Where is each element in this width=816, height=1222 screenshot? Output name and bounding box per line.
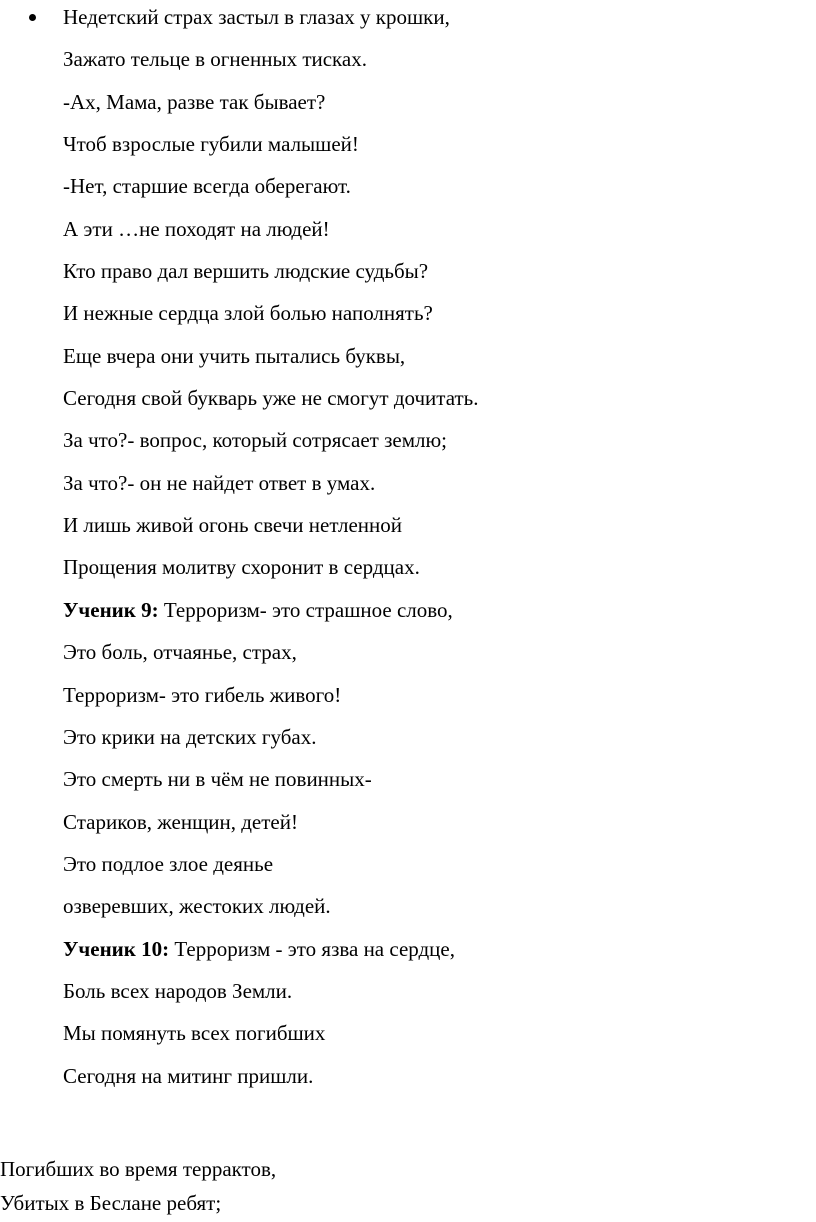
poem-line: -Нет, старшие всегда оберегают. [63,174,351,199]
speaker-10-first-line: Терроризм - это язва на сердце, [169,936,455,961]
poem-line: Кто право дал вершить людские судьбы? [63,259,429,284]
speaker-10-label: Ученик 10: [63,936,170,961]
poem-block [63,2,479,1103]
poem-line: Боль всех народов Земли. [63,978,293,1003]
poem-line: Это крики на детских губах. [63,724,317,749]
poem-line: Сегодня на митинг пришли. [63,1063,314,1088]
poem-line-text: Недетский страх застыл в глазах у крошки, [63,5,450,29]
speaker-9-line [63,595,479,637]
poem-line: Это подлое злое деянье [63,851,274,876]
speaker-9-label: Ученик 9: [63,597,159,622]
poem-line: За что?- он не найдет ответ в умах. [63,470,376,495]
poem-line: Еще вчера они учить пытались буквы, [63,343,406,368]
poem-line: И нежные сердца злой болью наполнять? [63,301,433,326]
poem-line: Терроризм- это гибель живого! [63,682,342,707]
bullet-icon [29,14,36,21]
poem-line: Мы помянуть всех погибших [63,1021,326,1046]
speaker-10-line [63,934,479,976]
poem-line: И лишь живой огонь свечи нетленной [63,513,402,538]
poem-line: Чтоб взрослые губили малышей! [63,132,359,157]
poem-line: Это боль, отчаянье, страх, [63,640,297,665]
tail-line: Убитых в Беслане ребят; [0,1191,222,1215]
poem-line: Зажато тельце в огненных тисках. [63,47,368,72]
poem-line: озверевших, жестоких людей. [63,894,331,919]
poem-line: Стариков, женщин, детей! [63,809,298,834]
poem-line: А эти …не походят на людей! [63,216,330,241]
poem-line [63,2,479,44]
poem-line: Это смерть ни в чём не повинных- [63,767,372,792]
poem-line: За что?- вопрос, который сотрясает землю; [63,428,448,453]
speaker-9-first-line: Терроризм- это страшное слово, [158,597,453,622]
poem-line: Сегодня свой букварь уже не смогут дочитать. [63,386,479,411]
poem-line: Прощения молитву схоронит в сердцах. [63,555,420,580]
tail-block [0,1154,276,1222]
poem-line: -Ах, Мама, разве так бывает? [63,89,326,114]
tail-line: Погибших во время террактов, [0,1157,277,1181]
